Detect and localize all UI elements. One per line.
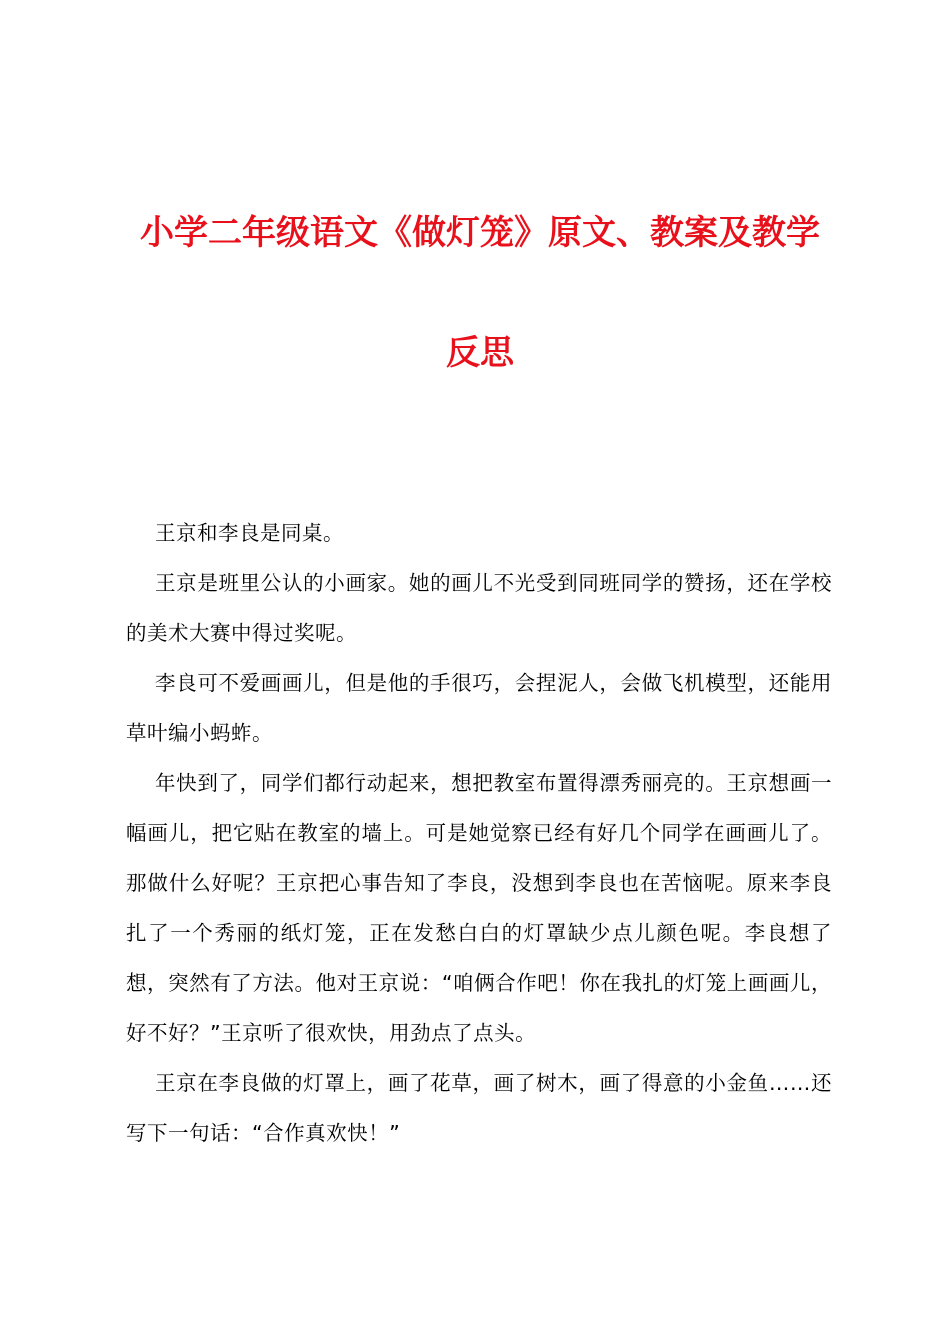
document-title-line-1: 小学二年级语文《做灯笼》原文、教案及教学 [140, 213, 820, 253]
paragraph-4: 年快到了，同学们都行动起来，想把教室布置得漂秀丽亮的。王京想画一幅画儿，把它贴在教室的墙上。可是她觉察已经有好几个同学在画画儿了。那做什么好呢？王京把心事告知了李良，没想到李良也在苦恼呢。原来李良扎了一个秀丽的纸灯笼，正在发愁白白的灯罩缺少点儿颜色呢。李良想了想，突然有了方法。他对王京说：“咱俩合作吧！你在我扎的灯笼上画画儿，好不好？”王京听了很欢快，用劲点了点头。 [126, 771, 832, 1045]
paragraph-3: 李良可不爱画画儿，但是他的手很巧，会捏泥人，会做飞机模型，还能用草叶编小蚂蚱。 [126, 671, 832, 745]
paragraph-1: 王京和李良是同桌。 [155, 521, 344, 545]
paragraph-2: 王京是班里公认的小画家。她的画儿不光受到同班同学的赞扬，还在学校的美术大赛中得过奖呢。 [126, 571, 832, 645]
document-title-line-2: 反思 [446, 333, 514, 373]
paragraph-5: 王京在李良做的灯罩上，画了花草，画了树木，画了得意的小金鱼……还写下一句话：“合作真欢快！” [126, 1071, 832, 1145]
document-body [126, 508, 832, 1158]
